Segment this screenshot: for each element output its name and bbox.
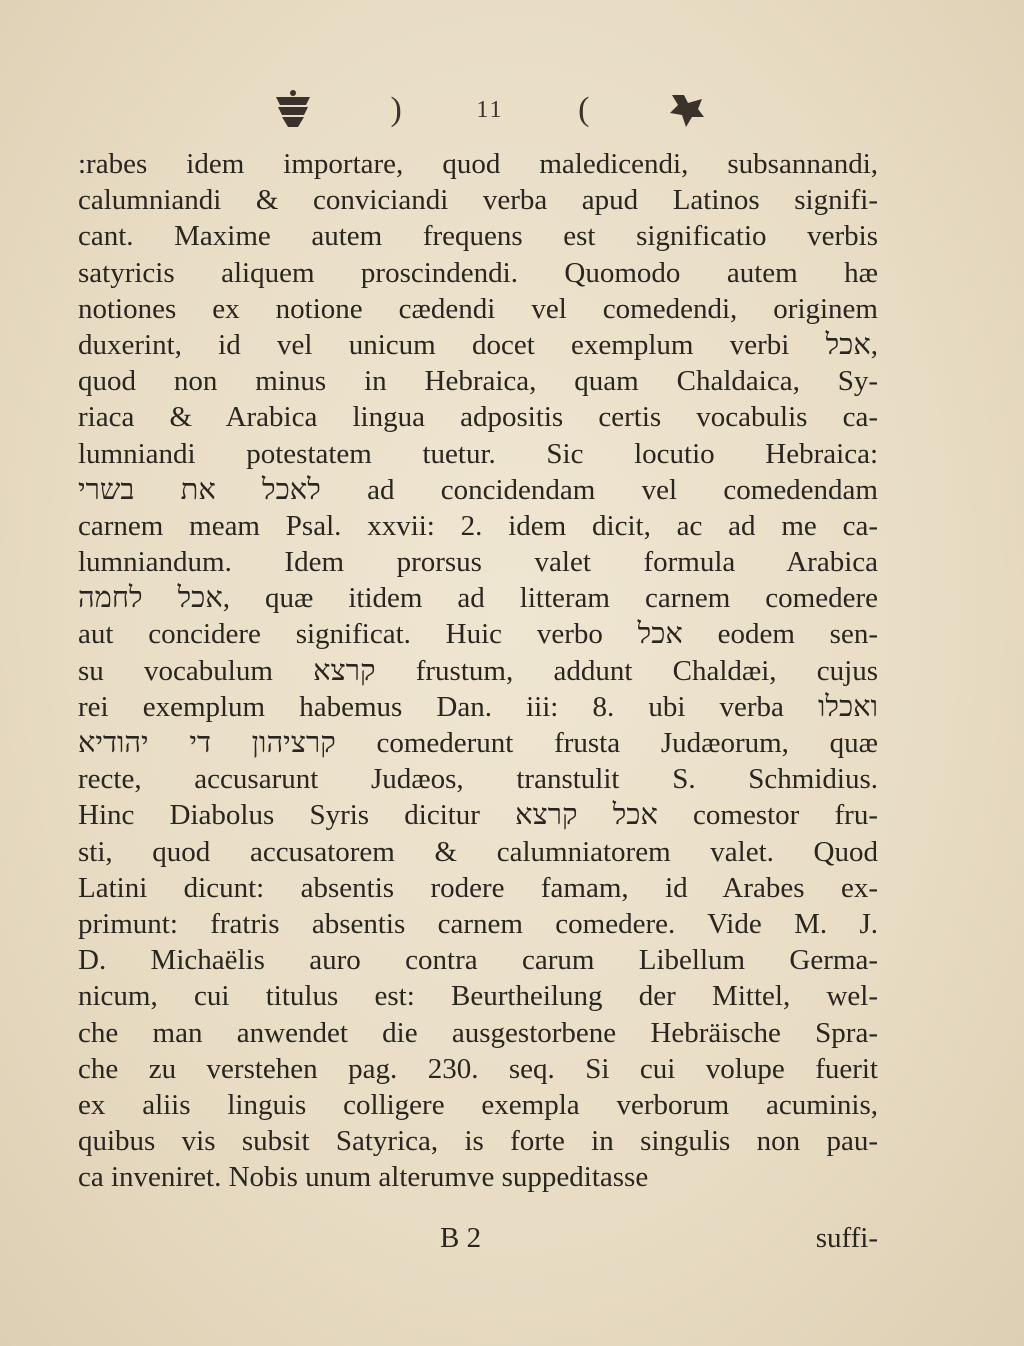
text-line: che man anwendet die ausgestorbene Hebräische Spra- [78,1016,878,1049]
header-left-bracket: ) [390,91,402,128]
text-line: nicum, cui titulus est: Beurtheilung der Mittel, wel- [78,980,878,1013]
running-header [270,80,710,140]
page-footer [78,1222,878,1262]
text-line: primunt: fratris absentis carnem comedere. Vide M. J. [78,907,878,940]
text-line: ca inveniret. Nobis unum alterumve suppeditasse [78,1161,649,1194]
text-line: aut concidere significat. Huic verbo אכל eodem sen- [78,618,878,651]
text-line: che zu verstehen pag. 230. seq. Si cui volupe fuerit [78,1052,878,1085]
text-line: :rabes idem importare, quod maledicendi, subsannandi, [78,148,878,180]
text-line: lumniandi potestatem tuetur. Sic locutio Hebraica: [78,437,878,470]
text-line: rei exemplum habemus Dan. iii: 8. ubi verba ואכלו [78,690,878,723]
text-line: calumniandi & conviciandi verba apud Latinos signifi- [78,184,878,217]
text-line: recte, accusarunt Judæos, transtulit S. Schmidius. [78,763,878,796]
text-line: sti, quod accusatorem & calumniatorem valet. Quod [78,835,878,868]
text-line: ex aliis linguis colligere exempla verborum acuminis, [78,1088,878,1121]
text-line: אכל לחמה, quæ itidem ad litteram carnem comedere [78,582,879,615]
text-line: quod non minus in Hebraica, quam Chaldaica, Sy- [78,365,878,398]
text-line: lumniandum. Idem prorsus valet formula Arabica [78,546,878,579]
text-line: carnem meam Psal. xxvii: 2. idem dicit, ac ad me ca- [78,509,878,542]
text-line: Latini dicunt: absentis rodere famam, id Arabes ex- [78,871,878,904]
text-line: satyricis aliquem proscindendi. Quomodo autem hæ [78,256,878,289]
text-line: notiones ex notione cædendi vel comedendi, originem [78,292,878,325]
signature-mark: B 2 [440,1222,482,1254]
text-line: לאכל את בשרי ad concidendam vel comedendam [78,473,878,506]
right-ornament-icon [664,87,710,133]
catchword: suffi- [815,1222,878,1254]
text-line: quibus vis subsit Satyrica, is forte in singulis non pau- [78,1125,878,1158]
text-line: cant. Maxime autem frequens est significatio verbis [78,220,878,253]
body-text [78,146,878,1195]
page-number: 11 [476,96,504,123]
left-ornament-icon [270,87,316,133]
text-line: D. Michaëlis auro contra carum Libellum Germa- [78,944,878,977]
header-right-bracket: ( [578,91,590,128]
text-line: riaca & Arabica lingua adpositis certis vocabulis ca- [78,401,878,434]
text-line: קרציהון די יהודיא comederunt frusta Judæorum, quæ [78,727,879,759]
text-line: su vocabulum קרצא frustum, addunt Chaldæi, cujus [78,654,878,687]
text-line: duxerint, id vel unicum docet exemplum verbi אכל, [78,328,878,361]
text-line: Hinc Diabolus Syris dicitur אכל קרצא comestor fru- [78,799,878,832]
